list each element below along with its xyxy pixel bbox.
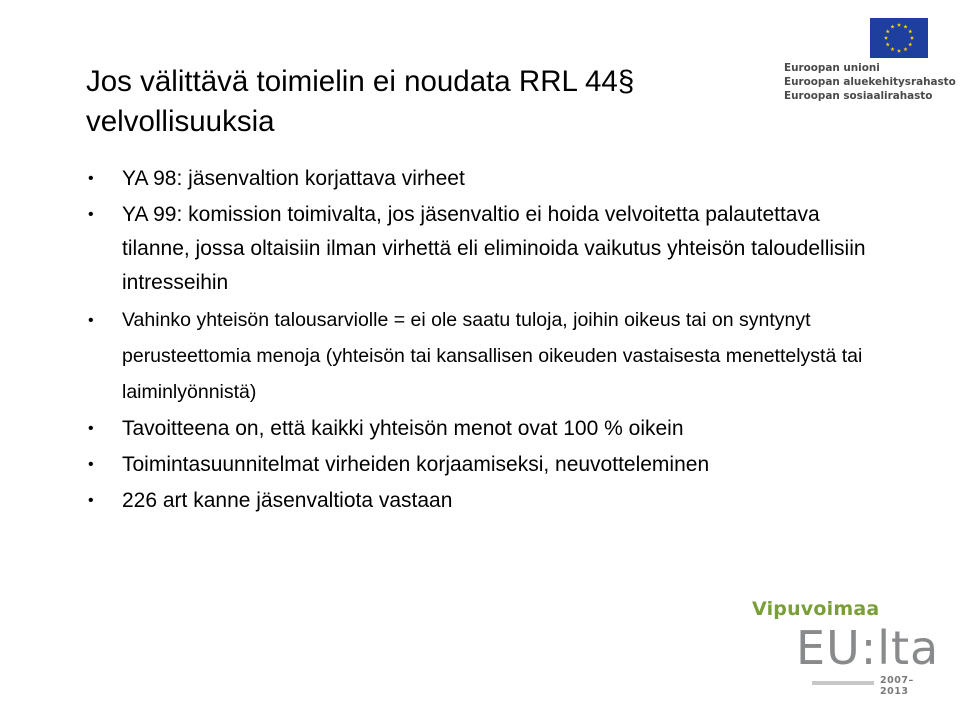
bullet-item [82,484,882,518]
eu-logo-line: Euroopan unioni [784,62,880,74]
eu-star-icon [903,47,907,51]
bullet-item [82,302,882,410]
bullet-marker: • [88,170,94,187]
bullet-item [82,448,882,482]
bullet-marker: • [88,312,94,329]
eu-star-icon [897,49,901,53]
bullet-list [82,162,882,520]
bullet-text: 226 art kanne jäsenvaltiota vastaan [122,489,453,512]
vipuvoimaa-eu-text: EU:lta [796,621,940,675]
eu-flag-icon [870,18,928,58]
bullet-text: Toimintasuunnitelmat virheiden korjaamiseksi, neuvotteleminen [122,453,710,476]
eu-star-icon [908,29,912,33]
eu-logo-line: Euroopan sosiaalirahasto [784,90,933,102]
bullet-text: Tavoitteena on, että kaikki yhteisön menot ovat 100 % oikein [122,417,684,440]
bullet-text: YA 98: jäsenvaltion korjattava virheet [122,167,465,190]
bullet-text: Vahinko yhteisön talousarviolle = ei ole saatu tuloja, joihin oikeus tai on syntynyt perusteettomia menoja (yhteisön tai kansallisen oikeuden vastaisesta menettelystä tai laiminlyönnistä) [122,309,863,403]
bullet-marker: • [88,492,94,509]
eu-star-icon [903,25,907,29]
bullet-marker: • [88,420,94,437]
vipuvoimaa-years: 2007–2013 [880,675,914,697]
eu-logo [784,18,954,118]
eu-star-icon [910,36,914,40]
vipuvoimaa-title: Vipuvoimaa [752,598,880,620]
bullet-text: YA 99: komission toimivalta, jos jäsenvaltio ei hoida velvoitetta palautettava tilanne, jossa oltaisiin ilman virhettä eli eliminoida vaikutus yhteisön taloudellisiin intresseihin [122,203,866,294]
eu-logo-line: Euroopan aluekehitysrahasto [784,76,956,88]
bullet-item [82,198,882,300]
eu-star-icon [897,23,901,27]
bullet-marker: • [88,206,94,223]
eu-star-icon [884,36,888,40]
slide-title: Jos välittävä toimielin ei noudata RRL 44§ velvollisuuksia [86,65,635,138]
eu-star-icon [908,42,912,46]
eu-star-icon [890,47,894,51]
eu-star-icon [886,42,890,46]
vipuvoimaa-divider [812,681,874,685]
bullet-marker: • [88,456,94,473]
eu-star-icon [886,29,890,33]
eu-logo-text [784,61,954,103]
vipuvoimaa-logo [752,598,942,698]
bullet-item [82,412,882,446]
bullet-item [82,162,882,196]
eu-star-icon [890,25,894,29]
